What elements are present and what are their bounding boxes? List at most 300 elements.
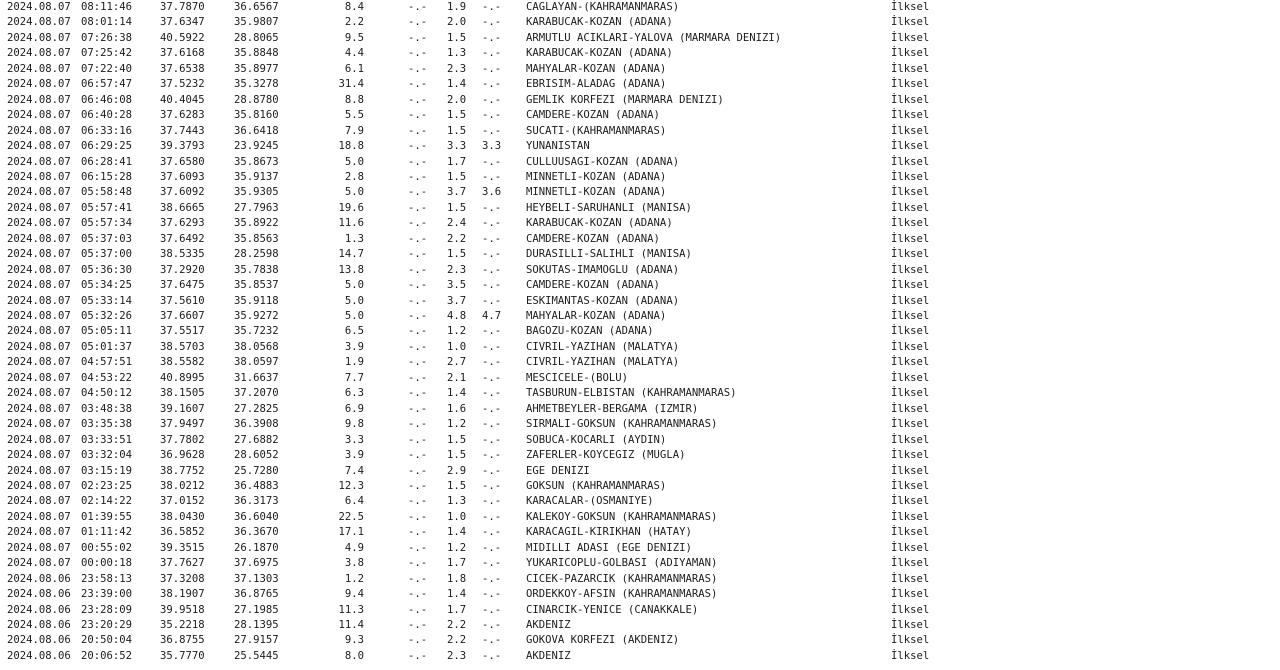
table-row [0, 185, 1000, 200]
longitude-cell: 27.9157 [234, 634, 279, 647]
location-cell: MAHYALAR-KOZAN (ADANA) [526, 310, 667, 322]
table-row [0, 170, 1000, 185]
longitude-cell: 38.0597 [234, 356, 279, 369]
ml-magnitude-cell: 1.5 [447, 124, 467, 137]
table-row [0, 46, 1000, 61]
depth-cell: 3.9 [344, 449, 364, 462]
time-cell: 08:01:14 [81, 16, 133, 29]
mw-magnitude-cell: -.- [482, 510, 502, 523]
location-cell: ORDEKKOY-AFSIN (KAHRAMANMARAS) [526, 588, 718, 601]
date-cell: 2024.08.07 [7, 140, 71, 153]
longitude-cell: 35.8537 [234, 279, 279, 292]
mw-magnitude-cell: -.- [482, 402, 502, 415]
time-cell: 04:53:22 [81, 371, 133, 384]
location-cell: SOKUTAS-IMAMOGLU (ADANA) [526, 263, 680, 276]
ml-magnitude-cell: 2.3 [447, 263, 467, 276]
longitude-cell: 27.7963 [234, 201, 279, 214]
solution-type-cell: İlksel [891, 418, 930, 431]
md-magnitude-cell: -.- [408, 155, 428, 168]
depth-cell: 3.9 [344, 340, 364, 353]
time-cell: 03:33:51 [81, 433, 133, 446]
time-cell: 00:55:02 [81, 541, 133, 554]
location-cell: AKDENIZ [526, 649, 571, 662]
location-cell: ARMUTLU ACIKLARI-YALOVA (MARMARA DENIZI) [526, 31, 782, 44]
location-cell: TASBURUN-ELBISTAN (KAHRAMANMARAS) [526, 387, 737, 400]
location-cell: MINNETLI-KOZAN (ADANA) [526, 186, 667, 199]
table-row [0, 278, 1000, 293]
latitude-cell: 37.6580 [160, 155, 205, 168]
ml-magnitude-cell: 1.7 [447, 155, 467, 168]
md-magnitude-cell: -.- [408, 170, 428, 183]
location-cell: AKDENIZ [526, 619, 571, 631]
md-magnitude-cell: -.- [408, 294, 428, 307]
time-cell: 05:37:00 [81, 248, 133, 261]
longitude-cell: 36.6040 [234, 510, 279, 523]
table-row [0, 556, 1000, 571]
longitude-cell: 35.8563 [234, 232, 279, 245]
ml-magnitude-cell: 1.8 [447, 572, 467, 585]
solution-type-cell: İlksel [891, 279, 930, 292]
date-cell: 2024.08.06 [7, 649, 71, 662]
latitude-cell: 40.4045 [160, 93, 205, 106]
latitude-cell: 35.7770 [160, 649, 205, 662]
table-row [0, 232, 1000, 247]
latitude-cell: 39.1607 [160, 402, 205, 415]
solution-type-cell: İlksel [891, 464, 930, 477]
latitude-cell: 37.6293 [160, 217, 205, 230]
md-magnitude-cell: -.- [408, 124, 428, 137]
latitude-cell: 37.7627 [160, 557, 205, 570]
solution-type-cell: İlksel [891, 186, 930, 199]
solution-type-cell: İlksel [891, 588, 930, 601]
ml-magnitude-cell: 1.4 [447, 78, 467, 91]
md-magnitude-cell: -.- [408, 572, 428, 585]
table-row [0, 541, 1000, 556]
depth-cell: 8.4 [344, 1, 364, 13]
ml-magnitude-cell: 2.7 [447, 356, 467, 369]
depth-cell: 7.7 [344, 371, 364, 384]
md-magnitude-cell: -.- [408, 387, 428, 400]
date-cell: 2024.08.07 [7, 1, 71, 13]
mw-magnitude-cell: -.- [482, 201, 502, 214]
depth-cell: 4.4 [344, 47, 364, 60]
latitude-cell: 38.1907 [160, 588, 205, 601]
location-cell: YUKARICOPLU-GOLBASI (ADIYAMAN) [526, 557, 718, 570]
solution-type-cell: İlksel [891, 201, 930, 214]
ml-magnitude-cell: 1.5 [447, 479, 467, 492]
time-cell: 03:48:38 [81, 402, 133, 415]
date-cell: 2024.08.06 [7, 619, 71, 631]
longitude-cell: 37.6975 [234, 557, 279, 570]
solution-type-cell: İlksel [891, 217, 930, 230]
longitude-cell: 35.7838 [234, 263, 279, 276]
time-cell: 03:32:04 [81, 449, 133, 462]
solution-type-cell: İlksel [891, 140, 930, 153]
mw-magnitude-cell: -.- [482, 371, 502, 384]
mw-magnitude-cell: 3.6 [482, 186, 502, 199]
table-row [0, 433, 1000, 448]
latitude-cell: 39.9518 [160, 603, 205, 616]
latitude-cell: 36.8755 [160, 634, 205, 647]
solution-type-cell: İlksel [891, 356, 930, 369]
table-row [0, 572, 1000, 587]
location-cell: CICEK-PAZARCIK (KAHRAMANMARAS) [526, 572, 718, 585]
depth-cell: 3.3 [344, 433, 364, 446]
depth-cell: 7.9 [344, 124, 364, 137]
solution-type-cell: İlksel [891, 232, 930, 245]
mw-magnitude-cell: -.- [482, 263, 502, 276]
latitude-cell: 37.3208 [160, 572, 205, 585]
md-magnitude-cell: -.- [408, 541, 428, 554]
mw-magnitude-cell: -.- [482, 526, 502, 539]
md-magnitude-cell: -.- [408, 433, 428, 446]
md-magnitude-cell: -.- [408, 449, 428, 462]
md-magnitude-cell: -.- [408, 47, 428, 60]
longitude-cell: 35.8160 [234, 109, 279, 122]
ml-magnitude-cell: 2.1 [447, 371, 467, 384]
time-cell: 05:57:41 [81, 201, 133, 214]
date-cell: 2024.08.07 [7, 402, 71, 415]
date-cell: 2024.08.07 [7, 464, 71, 477]
latitude-cell: 36.5852 [160, 526, 205, 539]
latitude-cell: 38.1505 [160, 387, 205, 400]
depth-cell: 1.3 [344, 232, 364, 245]
date-cell: 2024.08.07 [7, 294, 71, 307]
table-row [0, 355, 1000, 370]
ml-magnitude-cell: 1.4 [447, 526, 467, 539]
md-magnitude-cell: -.- [408, 217, 428, 230]
table-row [0, 62, 1000, 77]
mw-magnitude-cell: -.- [482, 464, 502, 477]
depth-cell: 6.1 [344, 62, 364, 75]
location-cell: KARACALAR-(OSMANIYE) [526, 495, 654, 508]
mw-magnitude-cell: -.- [482, 479, 502, 492]
date-cell: 2024.08.07 [7, 387, 71, 400]
table-row [0, 77, 1000, 92]
date-cell: 2024.08.07 [7, 155, 71, 168]
latitude-cell: 37.5517 [160, 325, 205, 338]
location-cell: ZAFERLER-KOYCEGIZ (MUGLA) [526, 449, 686, 462]
location-cell: YUNANISTAN [526, 140, 590, 153]
time-cell: 05:34:25 [81, 279, 133, 292]
latitude-cell: 37.6475 [160, 279, 205, 292]
date-cell: 2024.08.07 [7, 479, 71, 492]
time-cell: 07:22:40 [81, 62, 133, 75]
location-cell: MINNETLI-KOZAN (ADANA) [526, 170, 667, 183]
longitude-cell: 35.9807 [234, 16, 279, 29]
ml-magnitude-cell: 1.5 [447, 31, 467, 44]
md-magnitude-cell: -.- [408, 619, 428, 631]
date-cell: 2024.08.07 [7, 93, 71, 106]
longitude-cell: 27.1985 [234, 603, 279, 616]
longitude-cell: 28.8065 [234, 31, 279, 44]
date-cell: 2024.08.07 [7, 47, 71, 60]
solution-type-cell: İlksel [891, 310, 930, 322]
md-magnitude-cell: -.- [408, 479, 428, 492]
solution-type-cell: İlksel [891, 170, 930, 183]
ml-magnitude-cell: 1.2 [447, 325, 467, 338]
ml-magnitude-cell: 1.0 [447, 340, 467, 353]
solution-type-cell: İlksel [891, 371, 930, 384]
date-cell: 2024.08.07 [7, 78, 71, 91]
solution-type-cell: İlksel [891, 78, 930, 91]
depth-cell: 19.6 [338, 201, 364, 214]
solution-type-cell: İlksel [891, 16, 930, 29]
time-cell: 01:39:55 [81, 510, 133, 523]
table-row [0, 309, 1000, 324]
longitude-cell: 36.3908 [234, 418, 279, 431]
time-cell: 05:33:14 [81, 294, 133, 307]
ml-magnitude-cell: 1.7 [447, 603, 467, 616]
ml-magnitude-cell: 4.8 [447, 310, 467, 322]
ml-magnitude-cell: 2.4 [447, 217, 467, 230]
ml-magnitude-cell: 2.3 [447, 649, 467, 662]
latitude-cell: 40.5922 [160, 31, 205, 44]
depth-cell: 6.5 [344, 325, 364, 338]
time-cell: 23:20:29 [81, 619, 133, 631]
md-magnitude-cell: -.- [408, 649, 428, 662]
time-cell: 08:11:46 [81, 1, 133, 13]
date-cell: 2024.08.07 [7, 510, 71, 523]
mw-magnitude-cell: -.- [482, 217, 502, 230]
md-magnitude-cell: -.- [408, 371, 428, 384]
time-cell: 06:29:25 [81, 140, 133, 153]
time-cell: 05:58:48 [81, 186, 133, 199]
depth-cell: 14.7 [338, 248, 364, 261]
location-cell: DURASILLI-SALIHLI (MANISA) [526, 248, 692, 261]
longitude-cell: 36.6567 [234, 1, 279, 13]
solution-type-cell: İlksel [891, 325, 930, 338]
ml-magnitude-cell: 3.7 [447, 294, 467, 307]
date-cell: 2024.08.07 [7, 31, 71, 44]
time-cell: 01:11:42 [81, 526, 133, 539]
location-cell: ESKIMANTAS-KOZAN (ADANA) [526, 294, 680, 307]
time-cell: 05:57:34 [81, 217, 133, 230]
latitude-cell: 37.6283 [160, 109, 205, 122]
table-row [0, 124, 1000, 139]
table-row [0, 324, 1000, 339]
mw-magnitude-cell: -.- [482, 232, 502, 245]
table-row [0, 201, 1000, 216]
date-cell: 2024.08.07 [7, 557, 71, 570]
depth-cell: 17.1 [338, 526, 364, 539]
longitude-cell: 36.3670 [234, 526, 279, 539]
date-cell: 2024.08.06 [7, 588, 71, 601]
table-row [0, 340, 1000, 355]
depth-cell: 1.2 [344, 572, 364, 585]
solution-type-cell: İlksel [891, 510, 930, 523]
date-cell: 2024.08.07 [7, 449, 71, 462]
depth-cell: 5.0 [344, 186, 364, 199]
longitude-cell: 37.2070 [234, 387, 279, 400]
md-magnitude-cell: -.- [408, 325, 428, 338]
latitude-cell: 37.7870 [160, 1, 205, 13]
date-cell: 2024.08.06 [7, 572, 71, 585]
ml-magnitude-cell: 1.7 [447, 557, 467, 570]
mw-magnitude-cell: -.- [482, 619, 502, 631]
mw-magnitude-cell: -.- [482, 572, 502, 585]
ml-magnitude-cell: 2.2 [447, 634, 467, 647]
longitude-cell: 27.2825 [234, 402, 279, 415]
date-cell: 2024.08.07 [7, 279, 71, 292]
date-cell: 2024.08.07 [7, 186, 71, 199]
ml-magnitude-cell: 2.0 [447, 93, 467, 106]
table-row [0, 155, 1000, 170]
mw-magnitude-cell: -.- [482, 649, 502, 662]
latitude-cell: 37.7802 [160, 433, 205, 446]
depth-cell: 11.4 [338, 619, 364, 631]
latitude-cell: 37.2920 [160, 263, 205, 276]
location-cell: KARACAGIL-KIRIKHAN (HATAY) [526, 526, 692, 539]
date-cell: 2024.08.07 [7, 201, 71, 214]
longitude-cell: 28.2598 [234, 248, 279, 261]
mw-magnitude-cell: 4.7 [482, 310, 502, 322]
location-cell: SOBUCA-KOCARLI (AYDIN) [526, 433, 667, 446]
date-cell: 2024.08.07 [7, 526, 71, 539]
mw-magnitude-cell: -.- [482, 31, 502, 44]
date-cell: 2024.08.07 [7, 217, 71, 230]
mw-magnitude-cell: -.- [482, 325, 502, 338]
table-row [0, 247, 1000, 262]
location-cell: SIRMALI-GOKSUN (KAHRAMANMARAS) [526, 418, 718, 431]
longitude-cell: 35.8673 [234, 155, 279, 168]
table-row [0, 139, 1000, 154]
depth-cell: 13.8 [338, 263, 364, 276]
depth-cell: 11.6 [338, 217, 364, 230]
latitude-cell: 37.0152 [160, 495, 205, 508]
depth-cell: 2.2 [344, 16, 364, 29]
mw-magnitude-cell: -.- [482, 93, 502, 106]
depth-cell: 4.9 [344, 541, 364, 554]
solution-type-cell: İlksel [891, 109, 930, 122]
depth-cell: 31.4 [338, 78, 364, 91]
ml-magnitude-cell: 1.0 [447, 510, 467, 523]
date-cell: 2024.08.06 [7, 603, 71, 616]
longitude-cell: 25.7280 [234, 464, 279, 477]
time-cell: 03:15:19 [81, 464, 133, 477]
location-cell: CIVRIL-YAZIHAN (MALATYA) [526, 356, 680, 369]
md-magnitude-cell: -.- [408, 263, 428, 276]
latitude-cell: 37.5610 [160, 294, 205, 307]
ml-magnitude-cell: 2.9 [447, 464, 467, 477]
location-cell: HEYBELI-SARUHANLI (MANISA) [526, 201, 692, 214]
ml-magnitude-cell: 1.6 [447, 402, 467, 415]
date-cell: 2024.08.07 [7, 541, 71, 554]
solution-type-cell: İlksel [891, 479, 930, 492]
depth-cell: 9.5 [344, 31, 364, 44]
longitude-cell: 36.6418 [234, 124, 279, 137]
ml-magnitude-cell: 1.4 [447, 387, 467, 400]
latitude-cell: 38.5582 [160, 356, 205, 369]
solution-type-cell: İlksel [891, 340, 930, 353]
table-row [0, 479, 1000, 494]
md-magnitude-cell: -.- [408, 78, 428, 91]
longitude-cell: 36.4883 [234, 479, 279, 492]
depth-cell: 6.3 [344, 387, 364, 400]
ml-magnitude-cell: 1.5 [447, 201, 467, 214]
mw-magnitude-cell: -.- [482, 495, 502, 508]
ml-magnitude-cell: 1.5 [447, 170, 467, 183]
mw-magnitude-cell: -.- [482, 356, 502, 369]
time-cell: 04:50:12 [81, 387, 133, 400]
solution-type-cell: İlksel [891, 619, 930, 631]
mw-magnitude-cell: -.- [482, 170, 502, 183]
ml-magnitude-cell: 1.9 [447, 1, 467, 13]
time-cell: 02:23:25 [81, 479, 133, 492]
depth-cell: 5.0 [344, 155, 364, 168]
table-row [0, 587, 1000, 602]
location-cell: CAMDERE-KOZAN (ADANA) [526, 279, 660, 292]
md-magnitude-cell: -.- [408, 232, 428, 245]
latitude-cell: 40.8995 [160, 371, 205, 384]
solution-type-cell: İlksel [891, 557, 930, 570]
md-magnitude-cell: -.- [408, 402, 428, 415]
time-cell: 05:01:37 [81, 340, 133, 353]
time-cell: 07:26:38 [81, 31, 133, 44]
longitude-cell: 31.6637 [234, 371, 279, 384]
table-row [0, 448, 1000, 463]
mw-magnitude-cell: -.- [482, 294, 502, 307]
solution-type-cell: İlksel [891, 402, 930, 415]
ml-magnitude-cell: 1.5 [447, 109, 467, 122]
latitude-cell: 37.6538 [160, 62, 205, 75]
ml-magnitude-cell: 1.5 [447, 248, 467, 261]
latitude-cell: 38.5335 [160, 248, 205, 261]
longitude-cell: 38.0568 [234, 340, 279, 353]
location-cell: GEMLIK KORFEZI (MARMARA DENIZI) [526, 93, 724, 106]
depth-cell: 18.8 [338, 140, 364, 153]
time-cell: 03:35:38 [81, 418, 133, 431]
solution-type-cell: İlksel [891, 649, 930, 662]
solution-type-cell: İlksel [891, 572, 930, 585]
longitude-cell: 35.9137 [234, 170, 279, 183]
date-cell: 2024.08.07 [7, 356, 71, 369]
date-cell: 2024.08.07 [7, 371, 71, 384]
table-row [0, 417, 1000, 432]
time-cell: 05:05:11 [81, 325, 133, 338]
solution-type-cell: İlksel [891, 541, 930, 554]
mw-magnitude-cell: -.- [482, 387, 502, 400]
longitude-cell: 28.8780 [234, 93, 279, 106]
ml-magnitude-cell: 1.2 [447, 541, 467, 554]
mw-magnitude-cell: -.- [482, 248, 502, 261]
md-magnitude-cell: -.- [408, 1, 428, 13]
date-cell: 2024.08.07 [7, 62, 71, 75]
table-row [0, 603, 1000, 618]
ml-magnitude-cell: 1.3 [447, 47, 467, 60]
time-cell: 20:06:52 [81, 649, 133, 662]
md-magnitude-cell: -.- [408, 557, 428, 570]
md-magnitude-cell: -.- [408, 248, 428, 261]
table-row [0, 618, 1000, 633]
solution-type-cell: İlksel [891, 449, 930, 462]
table-row [0, 371, 1000, 386]
longitude-cell: 35.7232 [234, 325, 279, 338]
md-magnitude-cell: -.- [408, 31, 428, 44]
date-cell: 2024.08.07 [7, 310, 71, 322]
md-magnitude-cell: -.- [408, 495, 428, 508]
mw-magnitude-cell: -.- [482, 62, 502, 75]
solution-type-cell: İlksel [891, 387, 930, 400]
mw-magnitude-cell: -.- [482, 124, 502, 137]
solution-type-cell: İlksel [891, 294, 930, 307]
latitude-cell: 38.5703 [160, 340, 205, 353]
longitude-cell: 35.9118 [234, 294, 279, 307]
location-cell: GOKOVA KORFEZI (AKDENIZ) [526, 634, 680, 647]
ml-magnitude-cell: 2.3 [447, 62, 467, 75]
location-cell: MAHYALAR-KOZAN (ADANA) [526, 62, 667, 75]
location-cell: CULLUUSAGI-KOZAN (ADANA) [526, 155, 680, 168]
